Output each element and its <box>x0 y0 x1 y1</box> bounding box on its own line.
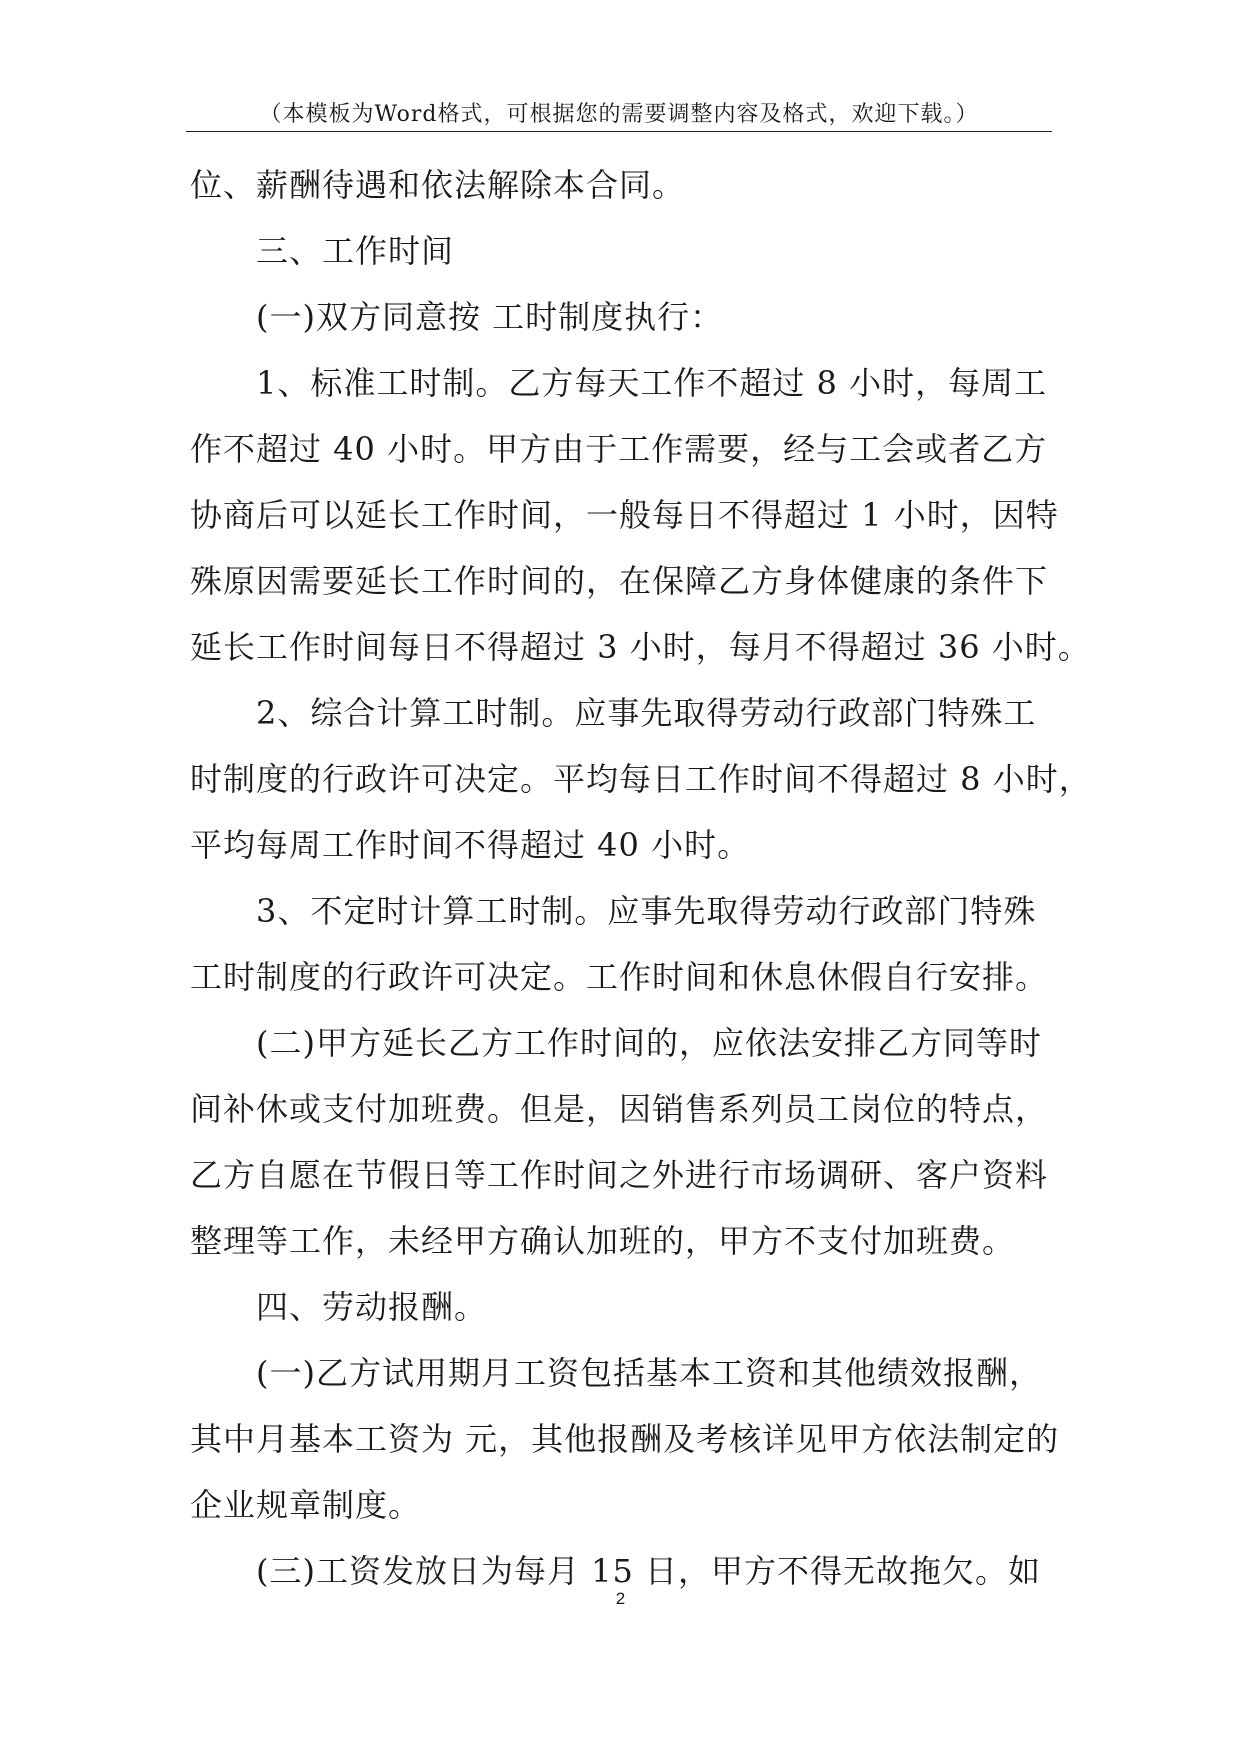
body-line: 协商后可以延长工作时间，一般每日不得超过 1 小时，因特 <box>190 496 1059 534</box>
body-line: 乙方自愿在节假日等工作时间之外进行市场调研、客户资料 <box>190 1156 1049 1194</box>
contract-body <box>190 152 1092 1604</box>
body-line: 企业规章制度。 <box>190 1486 422 1524</box>
body-line: (一)双方同意按 工时制度执行： <box>256 298 724 336</box>
header-note: （本模板为Word格式，可根据您的需要调整内容及格式，欢迎下载。） <box>259 102 979 127</box>
body-line: (二)甲方延长乙方工作时间的，应依法安排乙方同等时 <box>256 1024 1042 1062</box>
header-divider <box>186 131 1052 132</box>
body-line: 间补休或支付加班费。但是，因销售系列员工岗位的特点， <box>190 1090 1049 1128</box>
body-line: 延长工作时间每日不得超过 3 小时，每月不得超过 36 小时。 <box>190 628 1091 666</box>
body-line: 其中月基本工资为 元，其他报酬及考核详见甲方依法制定的 <box>190 1420 1060 1458</box>
body-line: 2、综合计算工时制。应事先取得劳动行政部门特殊工 <box>256 694 1037 732</box>
section-heading-working-hours: 三、工作时间 <box>256 232 455 270</box>
body-line: 3、不定时计算工时制。应事先取得劳动行政部门特殊 <box>256 892 1037 930</box>
body-line: 时制度的行政许可决定。平均每日工作时间不得超过 8 小时， <box>190 760 1092 798</box>
body-line: 位、薪酬待遇和依法解除本合同。 <box>190 166 686 204</box>
body-line: 整理等工作，未经甲方确认加班的，甲方不支付加班费。 <box>190 1222 1016 1260</box>
body-line: (一)乙方试用期月工资包括基本工资和其他绩效报酬， <box>256 1354 1042 1392</box>
body-line: 殊原因需要延长工作时间的，在保障乙方身体健康的条件下 <box>190 562 1049 600</box>
body-line: (三)工资发放日为每月 15 日，甲方不得无故拖欠。如 <box>256 1552 1042 1590</box>
page-number: 2 <box>615 1589 626 1608</box>
section-heading-remuneration: 四、劳动报酬。 <box>256 1288 488 1326</box>
body-line: 作不超过 40 小时。甲方由于工作需要，经与工会或者乙方 <box>190 430 1048 468</box>
body-line: 1、标准工时制。乙方每天工作不超过 8 小时，每周工 <box>256 364 1048 402</box>
body-line: 工时制度的行政许可决定。工作时间和休息休假自行安排。 <box>190 958 1049 996</box>
body-line: 平均每周工作时间不得超过 40 小时。 <box>190 826 751 864</box>
